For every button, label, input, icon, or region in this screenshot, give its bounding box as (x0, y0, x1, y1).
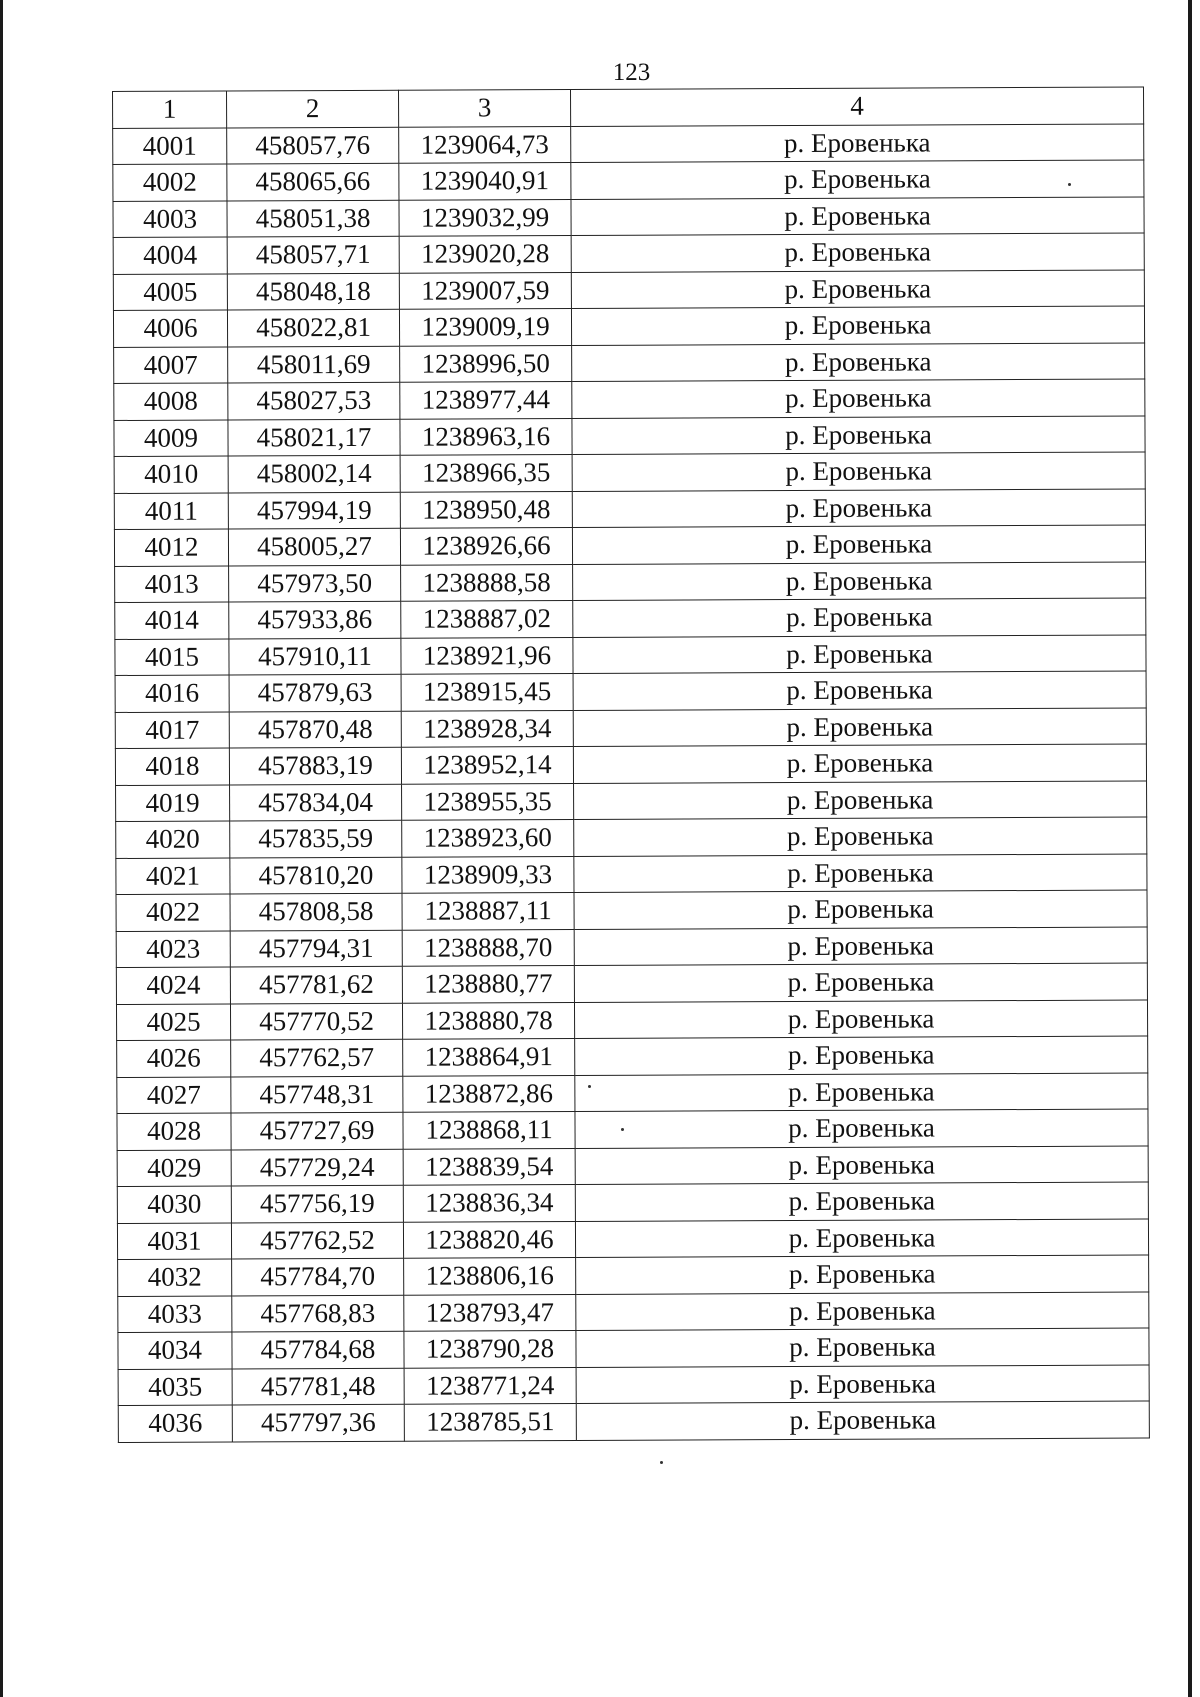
point-number-cell: 4019 (116, 784, 230, 821)
point-number-cell: 4010 (114, 456, 228, 493)
x-coordinate-cell: 457797,36 (232, 1404, 404, 1441)
x-coordinate-cell: 458027,53 (228, 382, 400, 419)
point-number-cell: 4031 (117, 1222, 231, 1259)
x-coordinate-cell: 457784,68 (232, 1331, 404, 1368)
description-cell: р. Еровенька (573, 671, 1146, 710)
header-row (113, 87, 1144, 128)
point-number-cell: 4026 (117, 1040, 231, 1077)
description-cell: р. Еровенька (572, 452, 1145, 491)
table-row (113, 196, 1144, 237)
table-row (116, 817, 1147, 858)
point-number-cell: 4036 (118, 1405, 232, 1442)
x-coordinate-cell: 458005,27 (228, 528, 400, 565)
x-coordinate-cell: 457973,50 (229, 565, 401, 602)
scan-edge-left (0, 0, 3, 1697)
y-coordinate-cell: 1238820,46 (403, 1221, 575, 1258)
y-coordinate-cell: 1238926,66 (400, 527, 572, 564)
point-number-cell: 4013 (115, 565, 229, 602)
point-number-cell: 4035 (118, 1368, 232, 1405)
description-cell: р. Еровенька (571, 306, 1144, 345)
description-cell: р. Еровенька (575, 1145, 1148, 1184)
table-row (114, 452, 1145, 493)
table-row (116, 926, 1147, 967)
x-coordinate-cell: 457727,69 (231, 1112, 403, 1149)
x-coordinate-cell: 457762,57 (231, 1039, 403, 1076)
description-cell: р. Еровенька (571, 196, 1144, 235)
point-number-cell: 4029 (117, 1149, 231, 1186)
table-row (115, 671, 1146, 712)
point-number-cell: 4027 (117, 1076, 231, 1113)
table-header (113, 87, 1144, 128)
x-coordinate-cell: 457835,59 (230, 820, 402, 857)
scan-speck (588, 1085, 591, 1088)
x-coordinate-cell: 457794,31 (230, 930, 402, 967)
point-number-cell: 4025 (116, 1003, 230, 1040)
description-cell: р. Еровенька (571, 233, 1144, 272)
description-cell: р. Еровенька (576, 1328, 1149, 1367)
point-number-cell: 4015 (115, 638, 229, 675)
y-coordinate-cell: 1239007,59 (399, 272, 571, 309)
y-coordinate-cell: 1238785,51 (404, 1403, 576, 1440)
description-cell: р. Еровенька (571, 269, 1144, 308)
x-coordinate-cell: 457781,48 (232, 1368, 404, 1405)
description-cell: р. Еровенька (575, 1182, 1148, 1221)
description-cell: р. Еровенька (572, 379, 1145, 418)
y-coordinate-cell: 1238771,24 (404, 1367, 576, 1404)
x-coordinate-cell: 458022,81 (227, 309, 399, 346)
x-coordinate-cell: 458011,69 (228, 346, 400, 383)
x-coordinate-cell: 458057,76 (227, 127, 399, 164)
description-cell: р. Еровенька (572, 525, 1145, 564)
y-coordinate-cell: 1238836,34 (403, 1184, 575, 1221)
description-cell: р. Еровенька (572, 415, 1145, 454)
description-cell: р. Еровенька (575, 1218, 1148, 1257)
x-coordinate-cell: 457883,19 (229, 747, 401, 784)
point-number-cell: 4006 (113, 310, 227, 347)
table-row (117, 1072, 1148, 1113)
table-row (115, 598, 1146, 639)
y-coordinate-cell: 1238963,16 (400, 418, 572, 455)
y-coordinate-cell: 1238977,44 (400, 381, 572, 418)
description-cell: р. Еровенька (573, 744, 1146, 783)
y-coordinate-cell: 1238880,78 (402, 1002, 574, 1039)
x-coordinate-cell: 458051,38 (227, 200, 399, 237)
description-cell: р. Еровенька (573, 598, 1146, 637)
table-row (114, 379, 1145, 420)
x-coordinate-cell: 458048,18 (227, 273, 399, 310)
point-number-cell: 4011 (114, 492, 228, 529)
point-number-cell: 4002 (113, 164, 227, 201)
table-row (116, 853, 1147, 894)
x-coordinate-cell: 458021,17 (228, 419, 400, 456)
y-coordinate-cell: 1238790,28 (404, 1330, 576, 1367)
scan-speck (1068, 183, 1071, 186)
y-coordinate-cell: 1238872,86 (403, 1075, 575, 1112)
description-cell: р. Еровенька (575, 1072, 1148, 1111)
description-cell: р. Еровенька (571, 160, 1144, 199)
description-cell: р. Еровенька (573, 561, 1146, 600)
point-number-cell: 4003 (113, 200, 227, 237)
description-cell: р. Еровенька (575, 1036, 1148, 1075)
point-number-cell: 4021 (116, 857, 230, 894)
y-coordinate-cell: 1238928,34 (401, 710, 573, 747)
y-coordinate-cell: 1238793,47 (404, 1294, 576, 1331)
x-coordinate-cell: 457762,52 (231, 1222, 403, 1259)
description-cell: р. Еровенька (572, 342, 1145, 381)
description-cell: р. Еровенька (573, 707, 1146, 746)
x-coordinate-cell: 457994,19 (228, 492, 400, 529)
x-coordinate-cell: 457781,62 (230, 966, 402, 1003)
table-row (116, 780, 1147, 821)
x-coordinate-cell: 457810,20 (230, 857, 402, 894)
point-number-cell: 4016 (115, 675, 229, 712)
y-coordinate-cell: 1238887,02 (401, 600, 573, 637)
description-cell: р. Еровенька (571, 123, 1144, 162)
point-number-cell: 4022 (116, 894, 230, 931)
table-row (118, 1401, 1149, 1442)
description-cell: р. Еровенька (573, 634, 1146, 673)
scan-speck (621, 1128, 624, 1131)
y-coordinate-cell: 1238909,33 (402, 856, 574, 893)
y-coordinate-cell: 1239020,28 (399, 235, 571, 272)
description-cell: р. Еровенька (576, 1401, 1149, 1440)
y-coordinate-cell: 1239064,73 (399, 126, 571, 163)
table-row (117, 1036, 1148, 1077)
y-coordinate-cell: 1238915,45 (401, 673, 573, 710)
page-number: 123 (612, 59, 651, 86)
y-coordinate-cell: 1239032,99 (399, 199, 571, 236)
table-row (113, 269, 1144, 310)
table-body (113, 123, 1150, 1441)
table-row (118, 1291, 1149, 1332)
x-coordinate-cell: 457756,19 (231, 1185, 403, 1222)
y-coordinate-cell: 1238880,77 (402, 965, 574, 1002)
table-row (118, 1364, 1149, 1405)
table-row (113, 306, 1144, 347)
y-coordinate-cell: 1238839,54 (403, 1148, 575, 1185)
y-coordinate-cell: 1238888,58 (401, 564, 573, 601)
x-coordinate-cell: 457879,63 (229, 674, 401, 711)
table-row (116, 999, 1147, 1040)
y-coordinate-cell: 1239040,91 (399, 162, 571, 199)
point-number-cell: 4032 (118, 1259, 232, 1296)
y-coordinate-cell: 1238950,48 (400, 491, 572, 528)
x-coordinate-cell: 458057,71 (227, 236, 399, 273)
table-row (113, 233, 1144, 274)
column-header-4: 4 (570, 87, 1143, 126)
description-cell: р. Еровенька (574, 817, 1147, 856)
x-coordinate-cell: 457768,83 (232, 1295, 404, 1332)
point-number-cell: 4007 (114, 346, 228, 383)
table-row (115, 634, 1146, 675)
table-row (118, 1255, 1149, 1296)
coordinates-table (112, 86, 1150, 1442)
description-cell: р. Еровенька (574, 926, 1147, 965)
description-cell: р. Еровенька (574, 780, 1147, 819)
point-number-cell: 4017 (115, 711, 229, 748)
y-coordinate-cell: 1238864,91 (403, 1038, 575, 1075)
x-coordinate-cell: 457933,86 (229, 601, 401, 638)
y-coordinate-cell: 1239009,19 (399, 308, 571, 345)
scan-speck (660, 1461, 663, 1464)
y-coordinate-cell: 1238806,16 (404, 1257, 576, 1294)
description-cell: р. Еровенька (574, 963, 1147, 1002)
table-row (114, 415, 1145, 456)
point-number-cell: 4005 (113, 273, 227, 310)
table-row (114, 525, 1145, 566)
table-row (115, 561, 1146, 602)
point-number-cell: 4004 (113, 237, 227, 274)
table-row (117, 1145, 1148, 1186)
description-cell: р. Еровенька (576, 1255, 1149, 1294)
point-number-cell: 4033 (118, 1295, 232, 1332)
point-number-cell: 4018 (115, 748, 229, 785)
point-number-cell: 4012 (114, 529, 228, 566)
point-number-cell: 4009 (114, 419, 228, 456)
table-row (117, 1182, 1148, 1223)
column-header-3: 3 (398, 89, 570, 126)
y-coordinate-cell: 1238996,50 (400, 345, 572, 382)
point-number-cell: 4001 (113, 128, 227, 165)
x-coordinate-cell: 457870,48 (229, 711, 401, 748)
point-number-cell: 4024 (116, 967, 230, 1004)
point-number-cell: 4034 (118, 1332, 232, 1369)
table-row (116, 890, 1147, 931)
point-number-cell: 4008 (114, 383, 228, 420)
y-coordinate-cell: 1238868,11 (403, 1111, 575, 1148)
y-coordinate-cell: 1238966,35 (400, 454, 572, 491)
description-cell: р. Еровенька (574, 853, 1147, 892)
description-cell: р. Еровенька (572, 488, 1145, 527)
table-row (118, 1328, 1149, 1369)
y-coordinate-cell: 1238888,70 (402, 929, 574, 966)
point-number-cell: 4030 (117, 1186, 231, 1223)
y-coordinate-cell: 1238952,14 (401, 746, 573, 783)
x-coordinate-cell: 458065,66 (227, 163, 399, 200)
x-coordinate-cell: 457729,24 (231, 1149, 403, 1186)
table-row (114, 488, 1145, 529)
x-coordinate-cell: 458002,14 (228, 455, 400, 492)
table-row (114, 342, 1145, 383)
y-coordinate-cell: 1238887,11 (402, 892, 574, 929)
table-row (117, 1109, 1148, 1150)
y-coordinate-cell: 1238955,35 (402, 783, 574, 820)
y-coordinate-cell: 1238923,60 (402, 819, 574, 856)
point-number-cell: 4020 (116, 821, 230, 858)
y-coordinate-cell: 1238921,96 (401, 637, 573, 674)
column-header-1: 1 (113, 91, 227, 128)
x-coordinate-cell: 457784,70 (232, 1258, 404, 1295)
description-cell: р. Еровенька (574, 999, 1147, 1038)
x-coordinate-cell: 457770,52 (230, 1003, 402, 1040)
description-cell: р. Еровенька (574, 890, 1147, 929)
description-cell: р. Еровенька (576, 1364, 1149, 1403)
point-number-cell: 4028 (117, 1113, 231, 1150)
point-number-cell: 4014 (115, 602, 229, 639)
table-row (116, 963, 1147, 1004)
x-coordinate-cell: 457748,31 (231, 1076, 403, 1113)
point-number-cell: 4023 (116, 930, 230, 967)
table-row (113, 123, 1144, 164)
x-coordinate-cell: 457808,58 (230, 893, 402, 930)
table-row (115, 744, 1146, 785)
description-cell: р. Еровенька (576, 1291, 1149, 1330)
x-coordinate-cell: 457910,11 (229, 638, 401, 675)
description-cell: р. Еровенька (575, 1109, 1148, 1148)
scan-edge-right (1188, 0, 1192, 1697)
table-row (115, 707, 1146, 748)
x-coordinate-cell: 457834,04 (230, 784, 402, 821)
table-row (113, 160, 1144, 201)
column-header-2: 2 (227, 90, 399, 127)
table-row (117, 1218, 1148, 1259)
